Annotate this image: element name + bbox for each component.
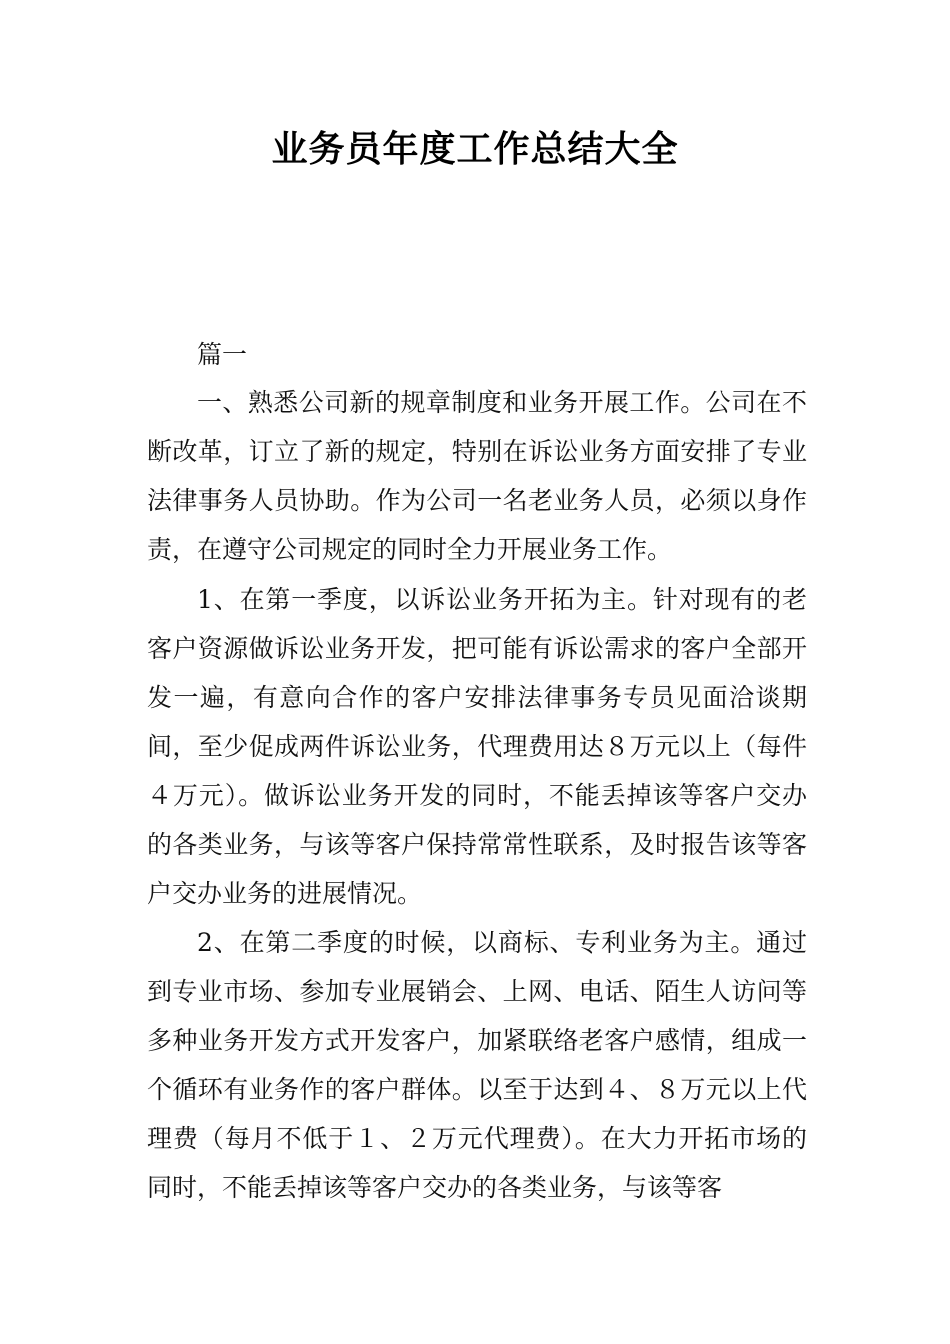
document-title: 业务员年度工作总结大全 xyxy=(271,129,679,170)
paragraph: 2、在第二季度的时候，以商标、专利业务为主。通过到专业市场、参加专业展销会、上网、电话、陌生人访问等多种业务开发方式开发客户，加紧联络老客户感情，组成一个循环有业务作的客户群体。以至于达到４、８万元以上代理费（每月不低于１、２万元代理费）。在大力开拓市场的同时，不能丢掉该等客户交办的各类业务，与该等客 xyxy=(147,928,807,1202)
section-label: 篇一 xyxy=(197,340,248,369)
paragraph: 1、在第一季度，以诉讼业务开拓为主。针对现有的老客户资源做诉讼业务开发，把可能有诉讼需求的客户全部开发一遍，有意向合作的客户安排法律事务专员见面洽谈期间，至少促成两件诉讼业务，代理费用达８万元以上（每件４万元）。做诉讼业务开发的同时，不能丢掉该等客户交办的各类业务，与该等客户保持常常性联系，及时报告该等客户交办业务的进展情况。 xyxy=(147,585,807,908)
paragraph: 一、熟悉公司新的规章制度和业务开展工作。公司在不断改革，订立了新的规定，特别在诉讼业务方面安排了专业法律事务人员协助。作为公司一名老业务人员，必须以身作责，在遵守公司规定的同时全力开展业务工作。 xyxy=(147,388,807,564)
